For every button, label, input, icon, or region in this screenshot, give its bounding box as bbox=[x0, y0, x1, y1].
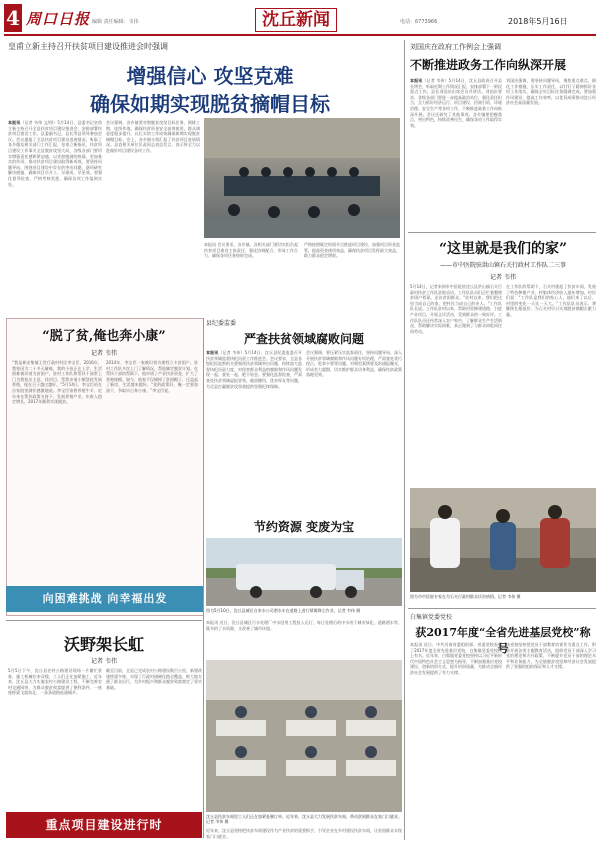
bottom-left-title: 沃野架长虹 bbox=[63, 635, 144, 654]
lead-body-col2: 会议强调，各乡镇要对照脱贫攻坚目标任务，倒排工期，挂图作战，确保扶贫资金安全高效使用，群众满意度稳步提升，以扎实的工作成效确保如期实现脱贫摘帽目标。会上，各乡镇分别汇报了扶贫项目进展情况。县直相关单位负责同志表态发言，表示将全力以赴做好项目建设各项工作。 bbox=[106, 120, 200, 153]
page-header bbox=[0, 0, 600, 36]
bottom-left-body-col1: 5月5日下午，沈丘县农村公路建设现场一片繁忙景象，施工机械往来穿梭，工人们正在加紧施工。近年来，沈丘县大力实施农村公路建设工程，不断完善农村交通网络，为群众脱贫致富提供了便利条件，一座座桥梁飞架南北，一条条道路连通城乡。 bbox=[8, 668, 102, 696]
truck-photo-caption: 图为5月10日，沈丘县城区自来水公司洒水车在道路上进行喷雾降尘作业。记者 韦伟 摄 bbox=[206, 608, 361, 613]
middle-body-text: （记者 韦伟）5月14日，沈丘县纪委监委召开扶贫领域监督执纪问责工作推进会。会议要求，全县各级纪检监察机关要聚焦扶贫领域突出问题，持续加大监督执纪问责力度，对侵害群众利益的腐败和作风问题发现一起、查处一起，绝不姑息。要强化监督检查，严肃查处扶贫领域虚报冒领、截留挪用、优亲厚友等问题，为全县打赢脱贫攻坚战提供坚强纪律保障。 bbox=[206, 350, 302, 389]
column-box-body-col2: 2014年，李宝臣一家被识别为建档立卡贫困户。驻村工作队多次上门了解情况，帮他制定脱贫计划。在帮扶干部的帮助下，他申请了产业扶贫资金，扩大了养殖规模。如今，他家不仅摘掉了贫困帽子，还盖起了新房，生活越来越好。“党的政策好，俺一定要加油干，争取早日奔小康。”李宝臣说。 bbox=[106, 360, 198, 393]
right-mid-body-col1: 5月14日，记者来到市中医院驻沈丘县洪山镇石关行政村扶贫工作队驻地采访。工作队队员们正忙着整理贫困户档案，走访贫困群众。“驻村以来，我们把这里当成自己的家，把村民当成自己的亲人。”工作队队长说。工作队驻村以来，帮助村里修建道路，引进产业项目，开展义诊活动，受到群众的一致好评。工作队队员还经常深入农户家中，了解群众生产生活情况，帮助解决实际困难，真正做到了与群众同吃同住同劳动。 bbox=[410, 284, 502, 334]
right-mid-byline: 记者 韦伟 bbox=[490, 274, 516, 281]
right-top-title: 不断推进政务工作向纵深开展 bbox=[410, 58, 567, 72]
newspaper-logo: 周口日报 bbox=[26, 10, 91, 28]
truck-photo bbox=[206, 538, 402, 606]
meeting-photo-scene bbox=[204, 118, 400, 238]
clinic-photo-caption: 图为市中医院专家在为石关行政村群众诊治病情。记者 韦伟 摄 bbox=[410, 594, 521, 599]
right-mid-subtitle: ——市中医院驻洪山镇石关行政村工作队二三事 bbox=[439, 262, 566, 269]
bottom-left-body-col2: 截至目前，全县已完成农村公路建设数百公里，新建改建桥梁多座，实现了行政村通硬化路全覆盖，极大地方便了群众出行，为乡村振兴和群众脱贫致富奠定了坚实基础。 bbox=[106, 668, 202, 690]
middle-title: 严查扶贫领域腐败问题 bbox=[243, 332, 364, 346]
column-box-body-col1: “我是新安集镇王堂行政村村民李宝臣，2016年，我家因为二十多天瘫痪，我的小孩正在上学，生活困难被识别为贫困户，驻村工作队和帮扶干部常上门为我家出主意、找项目，帮我申请小额贷款发展养殖，现在日子越过越好。”5月14日，李宝臣站在自家院里满怀感激地说。李宝臣家曾养殖牛羊，近年来在帮扶政策支持下，发展养殖产业，年收入稳定增长，2017年顺利实现脱贫。 bbox=[12, 360, 102, 405]
header-small-left: 编辑 责任编辑：韦伟 bbox=[92, 19, 139, 25]
header-rule bbox=[4, 34, 596, 36]
vrule-2 bbox=[203, 318, 204, 838]
vrule-1 bbox=[404, 40, 405, 840]
column-box-title: “脱了贫,俺也奔小康” bbox=[42, 329, 166, 344]
right-top-body-col1 bbox=[410, 78, 502, 228]
bottom-mid-body: 近年来，沈丘县坚持把扶贫车间建设作为产业扶贫的重要抓手，引导企业在乡村建设扶贫车间，让贫困群众实现家门口就业。 bbox=[206, 828, 402, 839]
bottom-right-title: 获2017年度“全省先进基层党校”称号 bbox=[415, 626, 591, 655]
middle-section: 县纪委监委 bbox=[206, 320, 237, 327]
lead-title-line1: 增强信心 攻坚克难 bbox=[126, 64, 294, 88]
right-top-body-col2: 刘国庆强调，要坚持问题导向，聚焦重点难点，细化工作措施，压实工作责任，以钉钉子精神抓好各项工作落实，确保全年目标任务圆满完成。要加强作风建设，提高工作效率，以优异成绩推动沈丘经济社会高质量发展。 bbox=[506, 78, 596, 106]
clinic-photo-scene bbox=[410, 488, 596, 592]
truck-photo-scene bbox=[206, 538, 402, 606]
lead-title-line2: 确保如期实现脱贫摘帽目标 bbox=[90, 92, 330, 116]
bottom-left-slogan: 重点项目建设进行时 bbox=[6, 812, 202, 838]
clinic-photo bbox=[410, 488, 596, 592]
lead-body-text: （记者 韦伟 文/图）5月14日，县委书记皇甫立新主持召开全县扶贫项目建设推进会，安排部署扶贫项目建设工作。县委副书记、县长等县领导参加会议。会议通报了全县扶贫项目建设进展情况，听取了各乡镇及相关部门工作汇报。皇甫立新指出，扶贫项目建设工作事关全县脱贫攻坚大局，各级各部门要切实增强责任感和紧迫感，以更加饱满的热情、更加务实的作风，推动扶贫项目建设取得新成效。要坚持问题导向，围绕项目建设中存在的突出问题，逐项研究解决措施，确保项目早开工、早建成、早见效。要强化督导检查，严格考核奖惩，确保各项工作落到实处。 bbox=[8, 120, 102, 187]
hrule-left bbox=[6, 620, 202, 621]
lead-byline: 本报讯 bbox=[8, 120, 21, 125]
right-top-byline: 本报讯 bbox=[410, 78, 423, 83]
hrule-right-1 bbox=[408, 232, 596, 233]
lead-kicker: 皇甫立新主持召开扶贫项目建设推进会时强调 bbox=[8, 42, 168, 51]
right-top-body-text: （记者 韦伟）5月14日，沈丘县政府召开县长例会，听取近期工作情况汇报，安排部署下一阶段重点工作。县长刘国庆出席会议并讲话。刘国庆要求，各级各部门要进一步提高政治站位，强化责任担当，全力抓好经济运行、项目建设、招商引资、环境治理、安全生产等各项工作，不断推进政务工作向纵深开展。会议还研究了其他事项。各乡镇要把握重点，突出特色，持续改善民生，确保各项工作取得实效。 bbox=[410, 78, 502, 128]
lead-body-col1 bbox=[8, 120, 102, 312]
bottom-right-kicker: 白集镇党委党校 bbox=[410, 614, 453, 621]
env-body: 本报讯 近日，沈丘县城区污水处理厂中水回用工程投入运行，每日处理后的中水用于城市绿化、道路洒水等，既节约了水资源，又改善了城市环境。 bbox=[206, 620, 402, 631]
header-small-right: 电话：6773966 bbox=[400, 19, 438, 25]
column-box-slogan: 向困难挑战 向幸福出发 bbox=[6, 586, 204, 612]
middle-byline: 本报讯 bbox=[206, 350, 219, 355]
page-number: 4 bbox=[6, 6, 20, 30]
edition-title: 沈丘新闻 bbox=[255, 8, 337, 32]
env-title: 节约资源 变废为宝 bbox=[253, 520, 355, 534]
workshop-photo bbox=[206, 660, 402, 812]
meeting-photo bbox=[204, 118, 400, 238]
lead-body-col3: 本报讯 会议要求，各乡镇、各相关部门要切实担负起扶贫项目建设主体责任，强化协调配合，形成工作合力，确保各项任务按时完成。 bbox=[204, 242, 298, 259]
bottom-right-body-col1: 本报讯 近日，中共河南省委组织部、省委党校表彰了2017年度全省先进基层党校，白集镇党委党校榜上有名。近年来，白集镇党委党校坚持以习近平新时代中国特色社会主义思想为指导，不断加强基层党校建设，创新培训方式，提升培训质量，为推动全镇经济社会发展提供了有力支撑。 bbox=[410, 642, 502, 675]
right-top-kicker: 刘国庆在政府工作例会上强调 bbox=[410, 43, 501, 51]
lead-body-col4: 严格按照既定时间节点推进项目建设，加强项目资金监管，提高资金使用效益，确保扶贫项目发挥最大效益，助力群众稳定增收。 bbox=[304, 242, 400, 259]
bottom-right-body-col2: 该党校坚持把党员干部教育培训作为重点工作，积极开展各类主题教育活动，组织党员干部深入学习党的理论和方针政策，不断提升党员干部的理论水平和业务能力，为全镇脱贫攻坚和经济社会发展提供了坚强的组织保证和人才支撑。 bbox=[506, 642, 596, 670]
bottom-left-byline: 记者 韦伟 bbox=[91, 658, 117, 665]
right-mid-body-col2: 在工作队的帮助下，石关村建起了扶贫车间，发展了特色种植产业，村集体经济收入逐年增加。村民们说：“工作队是我们的贴心人，他们来了以后，村里的变化一天比一天大。”工作队队员表示，将继续扎根基层，为石关村早日实现脱贫摘帽贡献力量。 bbox=[506, 284, 596, 317]
hrule-right-2 bbox=[408, 608, 596, 609]
middle-body-col1 bbox=[206, 350, 302, 510]
right-mid-title: “这里就是我们的家” bbox=[438, 241, 568, 257]
workshop-photo-caption: 沈丘县扶贫车间里工人们正在加紧赶制订单。近年来，沈丘县大力发展扶贫车间，带动贫困群众在家门口就业。记者 韦伟 摄 bbox=[206, 814, 402, 824]
column-box-byline: 记者 韦伟 bbox=[91, 350, 117, 357]
middle-body-col2: 会议强调，要压紧压实监督责任，坚持问题导向，深入开展扶贫领域腐败和作风问题专项治理，严肃查处贪污侵占、吃拿卡要等问题。对典型案例要及时通报曝光，形成有力震慑，切实维护群众切身利益，确保扶贫政策落地见效。 bbox=[306, 350, 402, 378]
issue-date: 2018年5月16日 bbox=[508, 17, 568, 26]
workshop-photo-scene bbox=[206, 660, 402, 812]
